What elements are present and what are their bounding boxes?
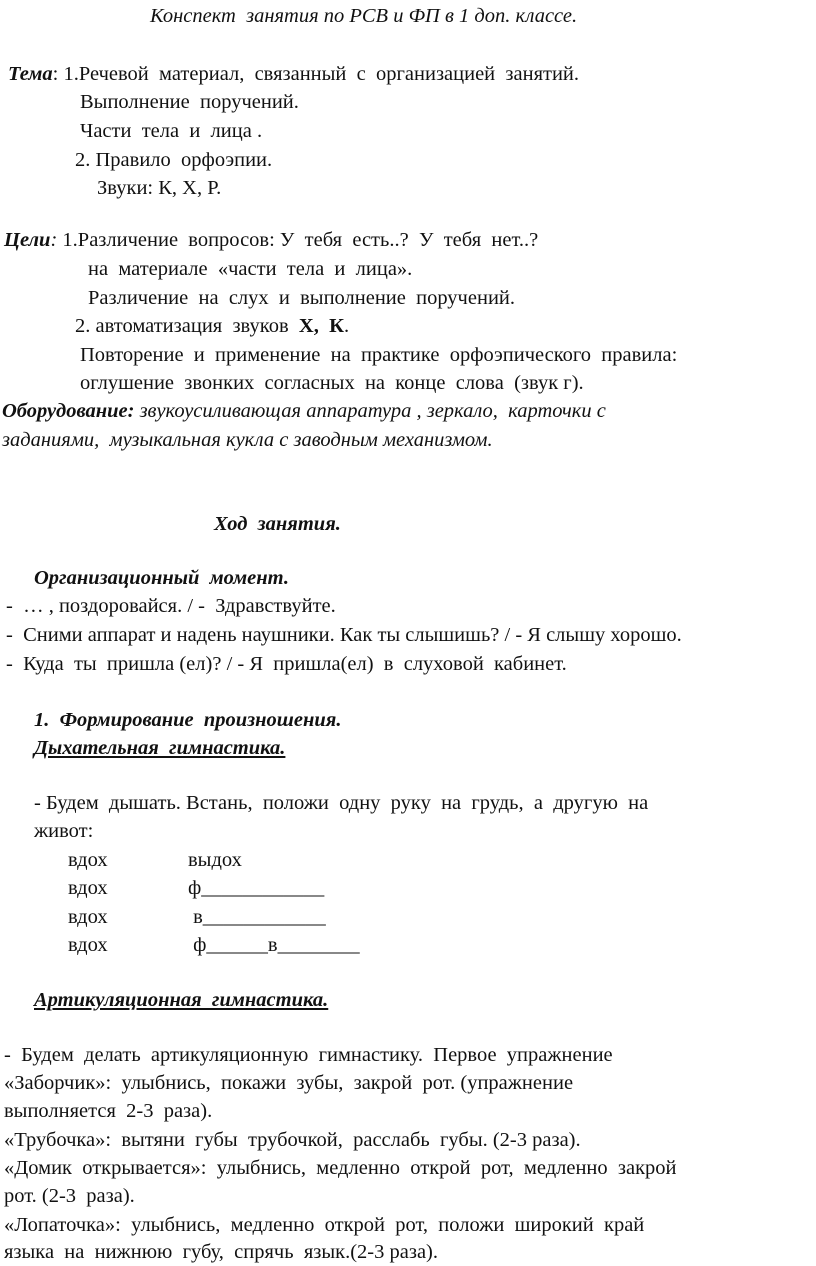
org-heading: Организационный момент. [34,567,289,589]
artic-heading: Артикуляционная гимнастика. [34,989,329,1011]
document-title: Конспект занятия по РСВ и ФП в 1 доп. классе. [150,5,578,27]
course-heading: Ход занятия. [214,513,341,535]
artic-line-4: «Трубочка»: вытяни губы трубочкой, расслабь губы. (2-3 раза). [4,1129,581,1151]
org-line-1: - … , поздоровайся. / - Здравствуйте. [6,595,336,617]
goals-text-3: Различение на слух и выполнение поручений. [88,287,516,309]
breathing-row-2-b: ф____________ [188,877,325,899]
breathing-heading: Дыхательная гимнастика. [34,737,286,759]
equipment-line-1 [2,397,606,425]
artic-line-5: «Домик открывается»: улыбнись, медленно открой рот, медленно закрой [4,1157,677,1179]
breathing-row-3-a: вдох [68,906,108,928]
goals-text-2: на материале «части тела и лица». [88,258,413,280]
breathing-row-1-a: вдох [68,849,108,871]
equipment-label: Оборудование: [2,400,135,422]
artic-line-2: «Заборчик»: улыбнись, покажи зубы, закрой рот. (упражнение [4,1072,574,1094]
org-line-2: - Сними аппарат и надень наушники. Как ты слышишь? / - Я слышу хорошо. [6,624,682,646]
breathing-row-4-b: ф______в________ [188,934,360,956]
goals-label: Цели [4,229,51,251]
artic-line-6: рот. (2-3 раза). [4,1185,135,1207]
tema-text-5: Звуки: К, Х, Р. [97,177,222,199]
breathing-row-2-a: вдох [68,877,108,899]
breathing-row-3-b: в____________ [188,906,326,928]
goals-text-1: 1.Различение вопросов: У тебя есть..? У тебя нет..? [62,229,539,251]
breathing-row-4-a: вдох [68,934,108,956]
breathing-intro-1: - Будем дышать. Встань, положи одну руку на грудь, а другую на [34,792,649,814]
equipment-text-2: заданиями, музыкальная кукла с заводным механизмом. [2,429,493,451]
artic-line-7: «Лопаточка»: улыбнись, медленно открой рот, положи широкий край [4,1214,645,1236]
breathing-row-1-b: выдох [188,849,242,871]
org-line-3: - Куда ты пришла (ел)? / - Я пришла(ел) в слуховой кабинет. [6,653,567,675]
equipment-text-1: звукоусиливающая аппаратура , зеркало, карточки с [134,400,606,422]
goals-line-4: 2. автоматизация звуков Х, К. [75,315,350,337]
tema-text-3: Части тела и лица . [80,120,263,142]
breathing-intro-2: живот: [34,820,94,842]
artic-line-1: - Будем делать артикуляционную гимнастику. Первое упражнение [4,1044,613,1066]
artic-line-8: языка на нижнюю губу, спрячь язык.(2-3 раза). [4,1241,439,1263]
artic-line-3: выполняется 2-3 раза). [4,1100,213,1122]
tema-text-2: Выполнение поручений. [80,91,299,113]
tema-label: Тема [8,63,53,85]
tema-text-1: 1.Речевой материал, связанный с организацией занятий. [63,63,580,85]
tema-text-4: 2. Правило орфоэпии. [75,149,273,171]
goals-text-5: Повторение и применение на практике орфоэпического правила: [80,344,678,366]
tema-line-1: Тема: 1.Речевой материал, связанный с организацией занятий. [8,63,580,85]
goals-text-4: 2. автоматизация звуков [75,315,294,337]
goals-text-6: оглушение звонких согласных на конце слова (звук г). [80,372,584,394]
section1-heading: 1. Формирование произношения. [34,709,342,731]
goals-line-1: Цели: 1.Различение вопросов: У тебя есть..? У тебя нет..? [4,229,539,251]
goals-sounds: Х, К [298,315,344,337]
